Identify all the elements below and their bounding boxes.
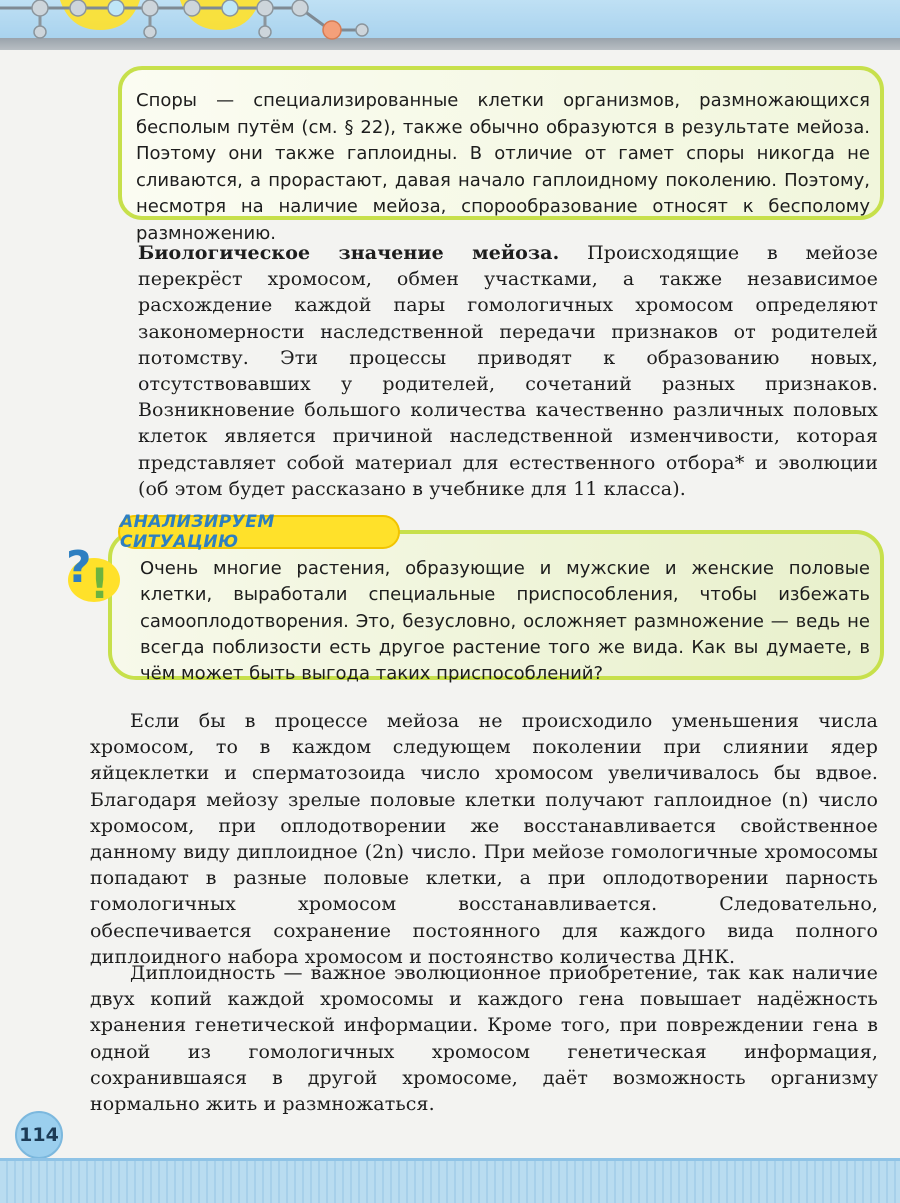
note-box-spores bbox=[118, 66, 884, 244]
svg-text:?: ? bbox=[66, 542, 92, 593]
section-body: Происходящие в мейозе перекрёст хромосом, обмен участками, а также независимое расхождение каждой пары гомологичных хромосом определяют закономерности наследственной передачи признаков от родителей потомству. Эти процессы приводят к образованию новых, отсутствовавших у родителей, сочетаний разных признаков. Возникновение большого количества качественно различных половых клеток является причиной наследственной изменчивости, которая представляет собой материал для естественного отбора* и эволюции (об этом будет рассказано в учебнике для 11 класса). bbox=[138, 242, 878, 500]
bottom-decor-band bbox=[0, 1158, 900, 1203]
situation-label: АНАЛИЗИРУЕМ СИТУАЦИЮ bbox=[118, 515, 400, 549]
page-number: 114 bbox=[15, 1111, 63, 1159]
paragraph-diploidy: Диплоидность — важное эволюционное приобретение, так как наличие двух копий каждой хромосомы и каждого гена повышает надёжность хранения генетической информации. Кроме того, при повреждении гена в одной из гомологичных хромосом генетическая информация, сохранившаяся в другой хромосоме, даёт возможность организму нормально жить и размножаться. bbox=[90, 962, 878, 1116]
situation-box bbox=[108, 530, 884, 685]
note-text: Споры — специализированные клетки организмов, размножающихся бесполым путём (см. § 22), также обычно образуются в результате мейоза. Поэтому они также гаплоидны. В отличие от гамет споры никогда не сливаются, а прорастают, давая начало гаплоидному поколению. Поэтому, несмотря на наличие мейоза, спорообразование относят к бесполому размножению. bbox=[136, 90, 870, 244]
paragraph-chromosome-reduction: Если бы в процессе мейоза не происходило уменьшения числа хромосом, то в каждом следующем поколении при слиянии ядер яйцеклетки и сперматозоида число хромосом увеличивалось бы вдвое. Благодаря мейозу зрелые половые клетки получают гаплоидное (n) число хромосом, при оплодотворении же восстанавливается свойственное данному виду диплоидное (2n) число. При мейозе гомологичные хромосомы попадают в разные половые клетки, а при оплодотворении парность гомологичных хромосом восстанавливается. Следовательно, обеспечивается сохранение постоянного для каждого вида полного диплоидного набора хромосом и постоянство количества ДНК. bbox=[90, 710, 878, 968]
situation-text: Очень многие растения, образующие и мужские и женские половые клетки, выработали специальные приспособления, чтобы избежать самооплодотворения. Это, безусловно, осложняет размножение — ведь не всегда поблизости есть другое растение того же вида. Как вы думаете, в чём может быть выгода таких приспособлений? bbox=[140, 558, 870, 685]
section-biological-significance bbox=[138, 240, 878, 502]
section-heading: Биологическое значение мейоза. bbox=[138, 242, 560, 264]
question-exclamation-icon bbox=[62, 534, 122, 606]
molecule-chain-icon bbox=[0, 0, 380, 48]
svg-text:!: ! bbox=[90, 559, 110, 606]
